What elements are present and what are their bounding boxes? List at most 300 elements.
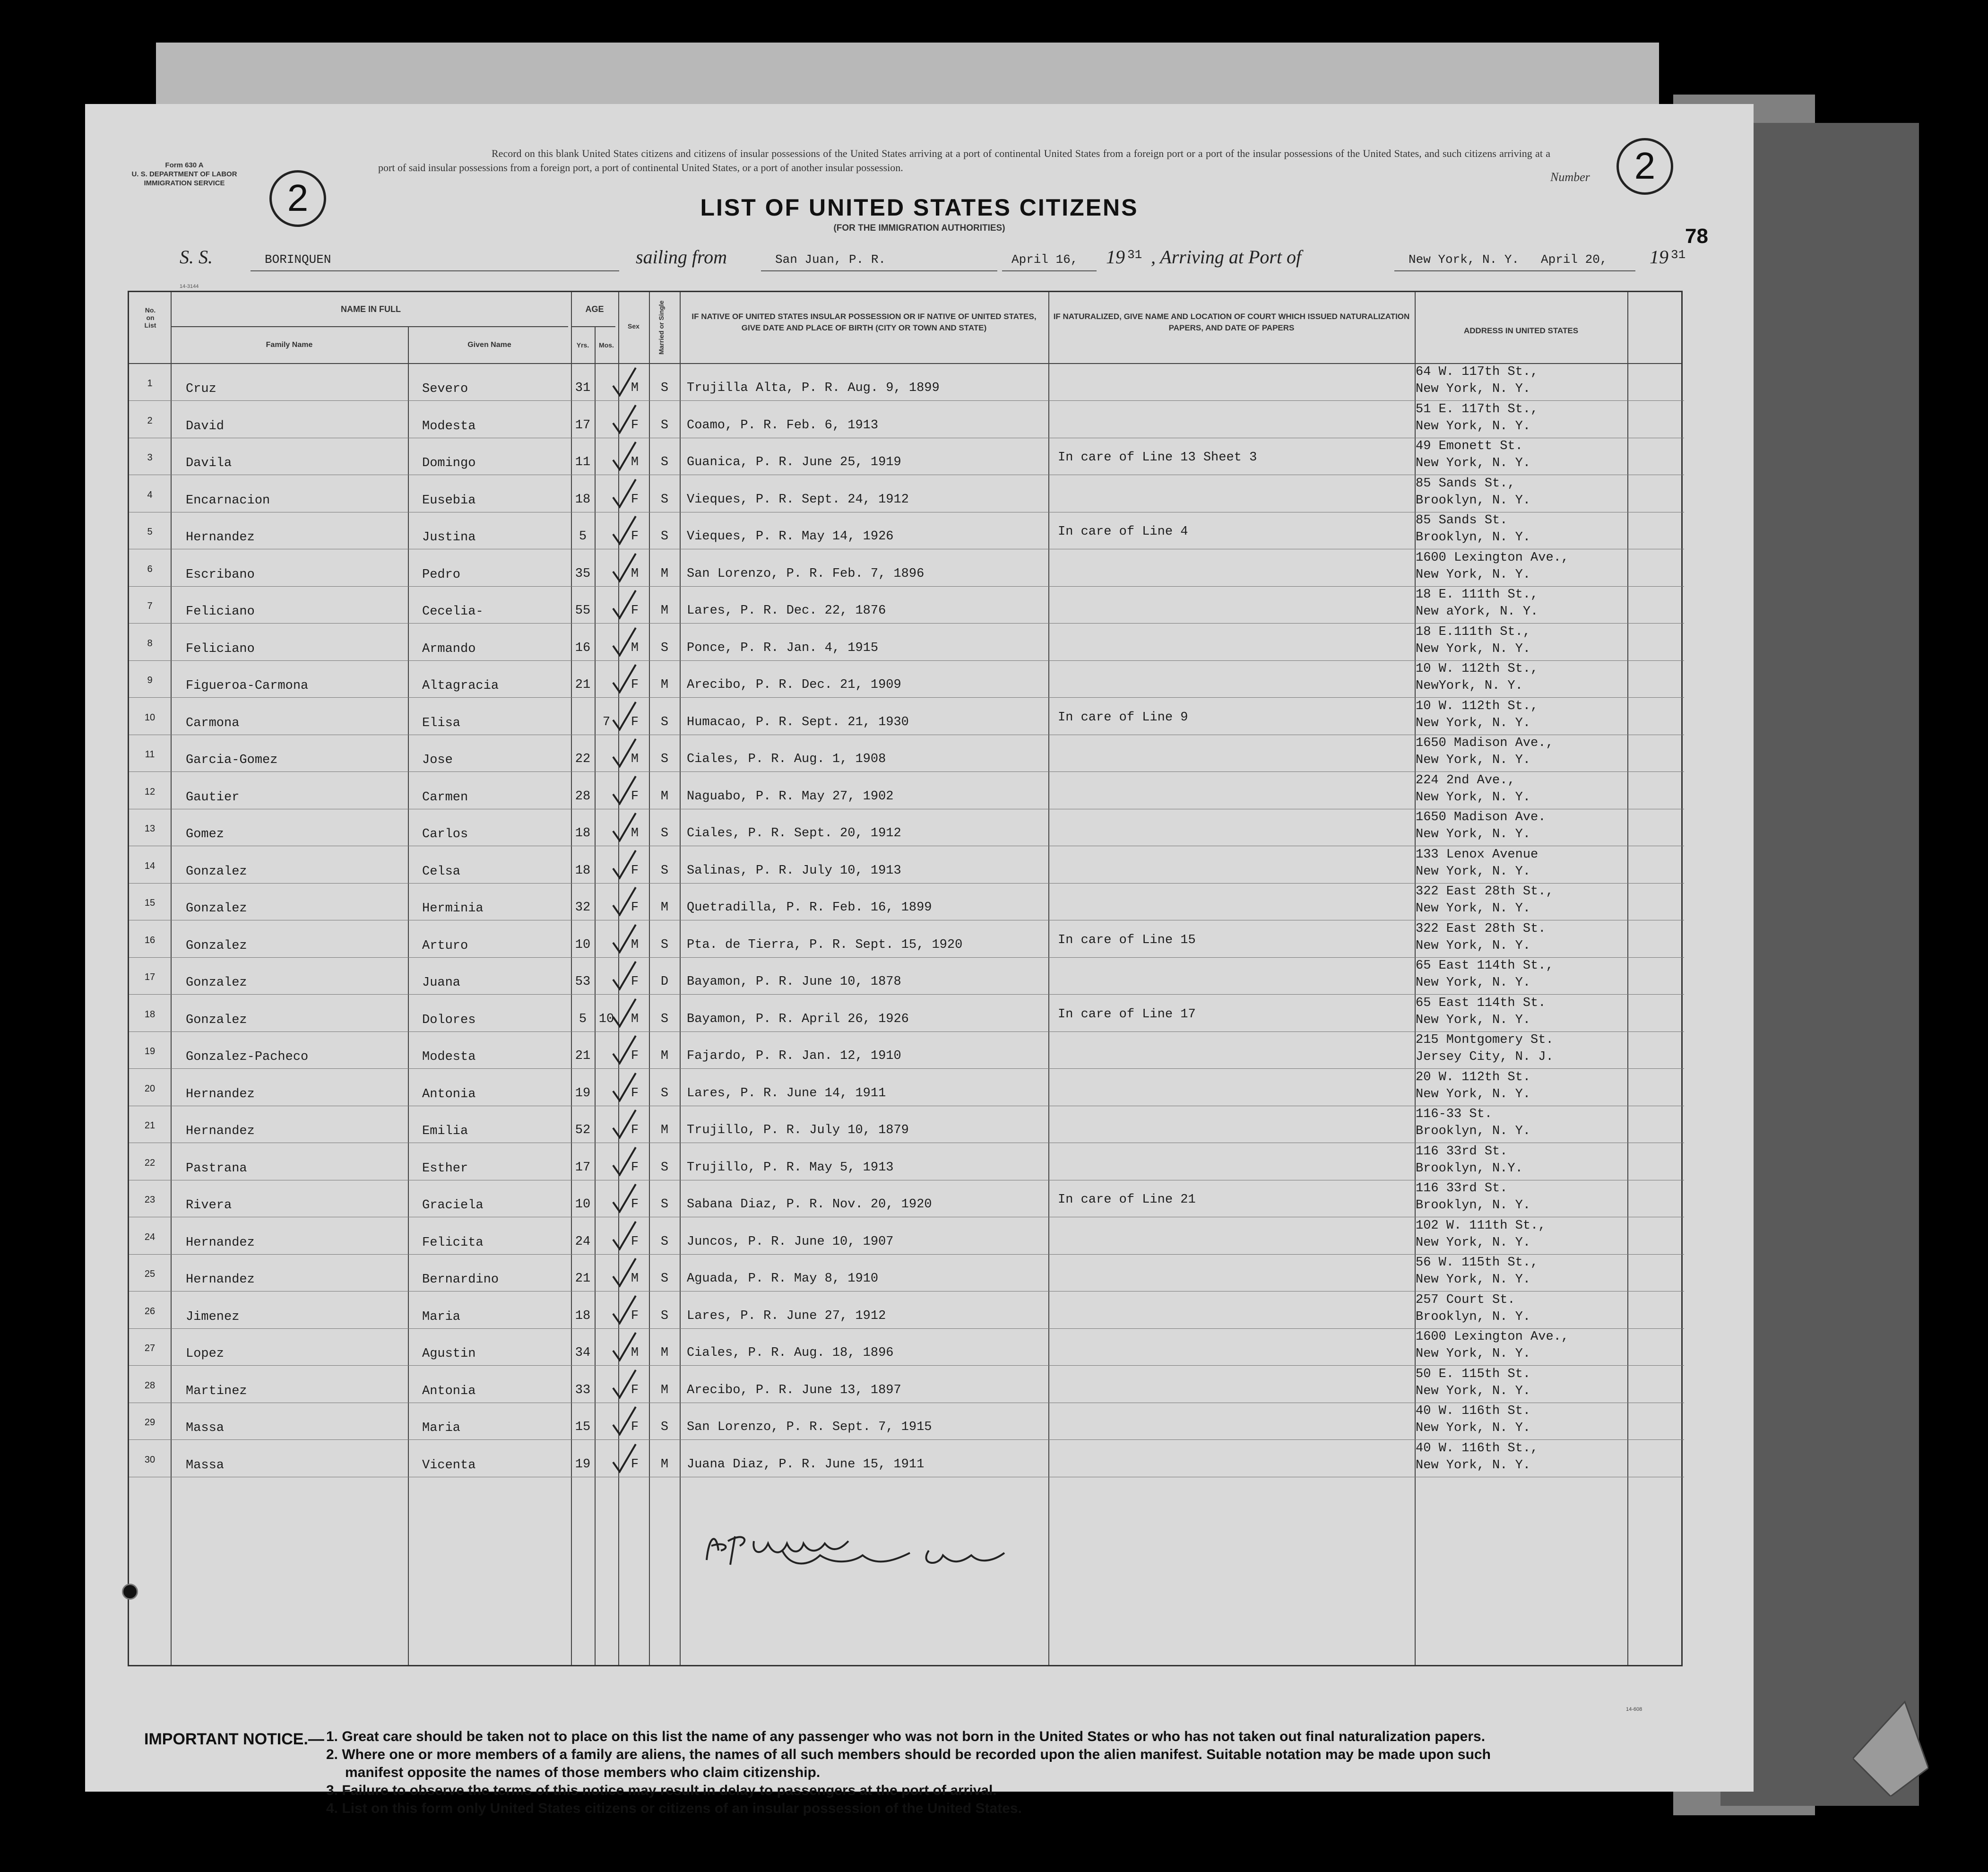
sex: F [631,1123,639,1137]
check-mark-icon [610,849,639,882]
address-line-1: 1650 Madison Ave., [1416,736,1554,750]
address-line-2: New York, N. Y. [1416,864,1531,879]
sex: F [631,604,639,618]
age-years: 22 [575,752,591,766]
family-name: Hernandez [186,1087,255,1101]
age-years: 21 [575,1272,591,1286]
birth-place-date: Pta. de Tierra, P. R. Sept. 15, 1920 [687,937,963,952]
check-mark-icon [610,1145,639,1179]
address-line-2: New York, N. Y. [1416,753,1531,767]
address-line-2: New aYork, N. Y. [1416,605,1539,619]
birth-place-date: Humacao, P. R. Sept. 21, 1930 [687,715,909,729]
given-name: Bernardino [422,1273,499,1287]
check-mark-icon [610,1442,639,1475]
row-number: 7 [147,601,153,611]
number-value-circled: 2 [1616,138,1673,195]
row-number: 30 [144,1454,156,1465]
row-number: 24 [144,1231,156,1242]
family-name: Encarnacion [186,493,270,508]
birth-place-date: Guanica, P. R. June 25, 1919 [687,455,901,469]
notice-item-2-cont: manifest opposite the names of those members who claim citizenship. [345,1765,821,1780]
table-row [129,698,1684,735]
sex: M [631,455,639,469]
table-row [129,438,1684,475]
table-row [129,1032,1684,1069]
naturalization-note: In care of Line 15 [1058,933,1196,947]
check-mark-icon [610,440,639,473]
marital-status: S [660,418,669,433]
address-line-1: 133 Lenox Avenue [1416,847,1539,862]
address-line-1: 49 Emonett St. [1416,439,1523,453]
from-port: San Juan, P. R. [775,252,886,267]
given-name: Modesta [422,1050,476,1064]
given-name: Maria [422,1421,461,1435]
age-years: 15 [575,1420,591,1434]
family-name: Hernandez [186,530,255,545]
marital-status: S [660,826,669,841]
given-name: Vicenta [422,1458,476,1473]
marital-status: S [660,1272,669,1286]
given-name: Jose [422,753,453,767]
marital-status: M [660,1457,669,1472]
row-number: 12 [144,786,156,797]
marital-status: S [660,752,669,766]
address-line-2: Brooklyn, N. Y. [1416,1198,1531,1213]
check-mark-icon [610,663,639,696]
family-name: Rivera [186,1198,232,1213]
sex: F [631,1197,639,1212]
birth-place-date: Trujilla Alta, P. R. Aug. 9, 1899 [687,381,940,395]
family-name: Carmona [186,716,240,730]
address-line-1: 65 East 114th St., [1416,959,1554,973]
table-row [129,1403,1684,1440]
row-number: 21 [144,1120,156,1131]
sex: M [631,826,639,841]
row-number: 17 [144,972,156,982]
address-line-1: 65 East 114th St. [1416,996,1546,1010]
col-family-header: Family Name [266,341,313,349]
check-mark-icon [610,960,639,993]
age-years: 18 [575,826,591,841]
table-row [129,1144,1684,1180]
address-line-1: 116 33rd St. [1416,1181,1508,1196]
row-number: 22 [144,1157,156,1168]
address-line-2: New York, N. Y. [1416,1347,1531,1361]
address-line-1: 215 Montgomery St. [1416,1033,1554,1047]
family-name: David [186,419,225,433]
address-line-1: 40 W. 116th St., [1416,1441,1539,1456]
naturalization-note: In care of Line 9 [1058,710,1188,725]
birth-place-date: Coamo, P. R. Feb. 6, 1913 [687,418,879,433]
birth-place-date: Bayamon, P. R. April 26, 1926 [687,1012,909,1026]
age-years: 18 [575,1309,591,1323]
marital-status: M [660,1123,669,1137]
age-years: 34 [575,1346,591,1360]
print-code: 14-608 [1626,1707,1642,1712]
given-name: Agustin [422,1347,476,1361]
address-line-1: 1600 Lexington Ave., [1416,1330,1569,1344]
address-line-1: 322 East 28th St., [1416,884,1554,899]
marital-status: S [660,1197,669,1212]
family-name: Gonzalez-Pacheco [186,1050,309,1064]
sail-year: 31 [1127,248,1142,262]
row-number: 3 [147,452,153,463]
address-line-2: New York, N. Y. [1416,456,1531,470]
address-line-1: 18 E. 111th St., [1416,588,1539,602]
address-line-1: 51 E. 117th St., [1416,402,1539,416]
family-name: Cruz [186,382,216,396]
given-name: Antonia [422,1384,476,1398]
small-print: 14-3144 [180,284,199,289]
check-mark-icon [610,477,639,511]
sex: F [631,1049,639,1063]
family-name: Gomez [186,827,225,841]
address-line-1: 18 E.111th St., [1416,624,1531,639]
address-line-2: Brooklyn, N. Y. [1416,530,1531,545]
year-prefix: 19 [1106,246,1125,268]
family-name: Davila [186,456,232,470]
birth-place-date: Salinas, P. R. July 10, 1913 [687,863,901,878]
marital-status: S [660,1234,669,1249]
sex: M [631,1346,639,1360]
table-row [129,809,1684,846]
table-row [129,476,1684,512]
address-line-2: New York, N. Y. [1416,1235,1531,1250]
table-row [129,921,1684,958]
check-mark-icon [610,1257,639,1290]
table-row [129,772,1684,809]
sex: M [631,937,639,952]
marital-status: S [660,1160,669,1175]
address-line-1: 257 Court St. [1416,1292,1515,1307]
table-row [129,661,1684,698]
sex: F [631,492,639,507]
birth-place-date: Vieques, P. R. May 14, 1926 [687,529,894,544]
row-number: 11 [145,749,155,760]
table-row [129,550,1684,587]
address-line-1: 64 W. 117th St., [1416,365,1539,379]
notice-item-1: 1. Great care should be taken not to place on this list the name of any passenger who was not born in the United States or who has not taken out final naturalization papers. [326,1729,1486,1744]
col-age-header: AGE [585,304,604,314]
row-number: 27 [144,1343,156,1353]
address-line-2: New York, N. Y. [1416,901,1531,916]
address-line-2: New York, N. Y. [1416,716,1531,730]
age-years: 19 [575,1457,591,1472]
check-mark-icon [610,774,639,807]
table-row [129,364,1684,401]
arrival-port: New York, N. Y. [1409,252,1520,267]
given-name: Carlos [422,827,468,841]
given-name: Graciela [422,1198,484,1213]
given-name: Carmen [422,790,468,805]
address-line-2: New York, N. Y. [1416,1384,1531,1398]
marital-status: S [660,455,669,469]
check-mark-icon [610,589,639,622]
age-years: 5 [579,1012,587,1026]
family-name: Gonzalez [186,864,247,879]
sex: F [631,901,639,915]
marital-status: M [660,1383,669,1397]
table-row [129,1292,1684,1329]
address-line-2: New York, N. Y. [1416,1087,1531,1101]
marital-status: S [660,1309,669,1323]
row-number: 5 [147,527,153,537]
birth-place-date: Sabana Diaz, P. R. Nov. 20, 1920 [687,1197,932,1212]
row-number: 13 [144,823,156,834]
sex: M [631,752,639,766]
address-line-2: New York, N. Y. [1416,790,1531,805]
marital-status: S [660,529,669,544]
birth-place-date: Juana Diaz, P. R. June 15, 1911 [687,1457,925,1472]
arrival-date: April 20, [1541,252,1608,267]
age-years: 19 [575,1086,591,1101]
age-years: 32 [575,901,591,915]
birth-place-date: Aguada, P. R. May 8, 1910 [687,1272,879,1286]
address-line-2: New York, N. Y. [1416,1013,1531,1027]
sex: F [631,1234,639,1249]
family-name: Gautier [186,790,240,805]
col-given-header: Given Name [467,341,511,349]
family-name: Lopez [186,1347,225,1361]
col-yrs-header: Yrs. [576,341,589,349]
birth-place-date: Naguabo, P. R. May 27, 1902 [687,789,894,804]
preamble-text: Record on this blank United States citizens and citizens of insular possessions of the United States arriving at a port of continental United States from a foreign port or a port of the insular possessions of the United States, and such citizens arriving at a port of said insular possessions from a foreign port, a port of continental United States, or a port of another insular possession. [378,147,1550,173]
birth-place-date: Lares, P. R. June 14, 1911 [687,1086,886,1101]
family-name: Feliciano [186,605,255,619]
address-line-1: 224 2nd Ave., [1416,773,1515,788]
col-name-header: NAME IN FULL [341,304,401,314]
address-line-2: Brooklyn, N.Y. [1416,1161,1523,1176]
address-line-2: NewYork, N. Y. [1416,679,1523,693]
given-name: Pedro [422,567,461,582]
birth-place-date: San Lorenzo, P. R. Feb. 7, 1896 [687,566,925,581]
age-years: 31 [575,381,591,395]
background-sheet-top [156,43,1659,109]
manifest-sheet [85,104,1754,1816]
family-name: Gonzalez [186,938,247,953]
table-row [129,995,1684,1032]
age-years: 18 [575,863,591,878]
service: IMMIGRATION SERVICE [144,179,225,187]
birth-place-date: Lares, P. R. Dec. 22, 1876 [687,604,886,618]
address-line-2: New York, N. Y. [1416,419,1531,433]
sex: F [631,1420,639,1434]
address-line-2: New York, N. Y. [1416,976,1531,990]
table-row [129,1180,1684,1217]
col-no-header: No. on List [144,306,156,329]
given-name: Eusebia [422,493,476,508]
given-name: Emilia [422,1124,468,1138]
table-row [129,1440,1684,1477]
sex: F [631,1457,639,1472]
row-number: 16 [144,935,156,945]
age-months: 7 [602,715,611,729]
naturalization-note: In care of Line 21 [1058,1193,1196,1207]
check-mark-icon [610,1368,639,1401]
family-name: Gonzalez [186,1013,247,1027]
given-name: Elisa [422,716,461,730]
ship-name: BORINQUEN [265,252,331,267]
address-line-1: 102 W. 111th St., [1416,1218,1546,1233]
check-mark-icon [610,700,639,733]
marital-status: S [660,715,669,729]
marital-status: M [660,1049,669,1063]
marital-status: S [660,492,669,507]
birth-place-date: San Lorenzo, P. R. Sept. 7, 1915 [687,1420,932,1434]
age-years: 53 [575,975,591,989]
family-name: Pastrana [186,1161,247,1176]
row-number: 4 [147,489,153,500]
table-row [129,624,1684,661]
row-number: 8 [147,638,153,649]
sex: M [631,1272,639,1286]
birth-place-date: Ciales, P. R. Aug. 18, 1896 [687,1346,894,1360]
table-row [129,1255,1684,1291]
address-line-1: 1600 Lexington Ave., [1416,550,1569,565]
arrival-year: 31 [1671,248,1686,262]
given-name: Modesta [422,419,476,433]
row-number: 29 [144,1417,156,1428]
given-name: Arturo [422,938,468,953]
address-line-1: 322 East 28th St. [1416,921,1546,936]
check-mark-icon [610,737,639,770]
marital-status: D [660,975,669,989]
age-years: 16 [575,641,591,655]
check-mark-icon [610,403,639,436]
check-mark-icon [610,626,639,659]
form-identifier [123,161,246,188]
ss-label: S. S. [180,246,213,268]
marital-status: M [660,678,669,692]
table-row [129,1366,1684,1403]
birth-place-date: Trujillo, P. R. July 10, 1879 [687,1123,909,1137]
birth-place-date: Juncos, P. R. June 10, 1907 [687,1234,894,1249]
address-line-1: 56 W. 115th St., [1416,1256,1539,1270]
row-number: 15 [144,898,156,908]
given-name: Cecelia- [422,605,484,619]
marital-status: S [660,863,669,878]
birth-place-date: Fajardo, P. R. Jan. 12, 1910 [687,1049,901,1063]
marital-status: M [660,1346,669,1360]
sex: F [631,789,639,804]
age-years: 28 [575,789,591,804]
col-sex-header: Sex [628,322,640,330]
col-address-header: ADDRESS IN UNITED STATES [1463,326,1579,335]
sheet-number-circled: 2 [269,170,326,227]
address-line-1: 10 W. 112th St., [1416,662,1539,676]
check-mark-icon [610,1182,639,1215]
table-row [129,512,1684,549]
check-mark-icon [610,1294,639,1327]
marital-status: S [660,1420,669,1434]
sex: F [631,1309,639,1323]
age-years: 35 [575,566,591,581]
family-name: Hernandez [186,1235,255,1250]
address-line-1: 40 W. 116th St. [1416,1404,1531,1418]
address-line-2: New York, N. Y. [1416,938,1531,953]
check-mark-icon [610,1220,639,1253]
marital-status: M [660,901,669,915]
check-mark-icon [610,923,639,956]
given-name: Maria [422,1309,461,1324]
check-mark-icon [610,514,639,547]
birth-place-date: Ciales, P. R. Aug. 1, 1908 [687,752,886,766]
marital-status: S [660,641,669,655]
page-title: LIST OF UNITED STATES CITIZENS [700,194,1139,221]
family-name: Gonzalez [186,976,247,990]
age-years: 52 [575,1123,591,1137]
family-name: Garcia-Gomez [186,753,278,767]
age-years: 21 [575,678,591,692]
sex: F [631,1160,639,1175]
given-name: Dolores [422,1013,476,1027]
page-subtitle: (FOR THE IMMIGRATION AUTHORITIES) [833,223,1005,233]
address-line-2: Brooklyn, N. Y. [1416,1124,1531,1138]
naturalization-note: In care of Line 4 [1058,525,1188,539]
sex: M [631,1012,639,1026]
naturalization-note: In care of Line 17 [1058,1007,1196,1022]
arriving-label: , Arriving at Port of [1151,246,1302,268]
year-prefix: 19 [1650,246,1668,268]
given-name: Esther [422,1161,468,1176]
age-years: 24 [575,1234,591,1249]
check-mark-icon [610,366,639,399]
check-mark-icon [610,1331,639,1364]
age-years: 18 [575,492,591,507]
sailing-label: sailing from [636,246,727,268]
sex: F [631,418,639,433]
address-line-2: New York, N. Y. [1416,1458,1531,1473]
sex: F [631,678,639,692]
address-line-2: New York, N. Y. [1416,641,1531,656]
naturalization-note: In care of Line 13 Sheet 3 [1058,451,1257,465]
age-years: 21 [575,1049,591,1063]
given-name: Armando [422,641,476,656]
check-mark-icon [610,1071,639,1104]
family-name: Hernandez [186,1124,255,1138]
col-married-header: Married or Single [657,300,665,355]
row-number: 19 [144,1046,156,1057]
sex: F [631,975,639,989]
table-row [129,587,1684,624]
check-mark-icon [610,811,639,844]
marital-status: S [660,1086,669,1101]
sex: F [631,529,639,544]
row-number: 23 [144,1195,156,1205]
address-line-2: New York, N. Y. [1416,1273,1531,1287]
notice-item-3: 3. Failure to observe the terms of this notice may result in delay to passengers at the port of arrival. [326,1783,997,1798]
birth-place-date: Ciales, P. R. Sept. 20, 1912 [687,826,901,841]
table-row [129,884,1684,920]
check-mark-icon [610,1108,639,1141]
address-line-1: 85 Sands St., [1416,476,1515,491]
col-birth-header: IF NATIVE OF UNITED STATES INSULAR POSSESSION OR IF NATIVE OF UNITED STATES, GIVE DATE AND PLACE OF BIRTH (CITY OR TOWN AND STATE) [691,312,1037,332]
marital-status: M [660,789,669,804]
sex: F [631,1383,639,1397]
birth-place-date: Lares, P. R. June 27, 1912 [687,1309,886,1323]
form-number: Form 630 A [165,161,204,169]
family-name: Hernandez [186,1273,255,1287]
family-name: Massa [186,1421,225,1435]
age-months: 10 [598,1012,614,1026]
given-name: Felicita [422,1235,484,1250]
row-number: 26 [144,1306,156,1317]
sex: M [631,641,639,655]
address-line-2: New York, N. Y. [1416,567,1531,582]
sail-date: April 16, [1011,252,1078,267]
marital-status: M [660,566,669,581]
birth-place-date: Ponce, P. R. Jan. 4, 1915 [687,641,879,655]
